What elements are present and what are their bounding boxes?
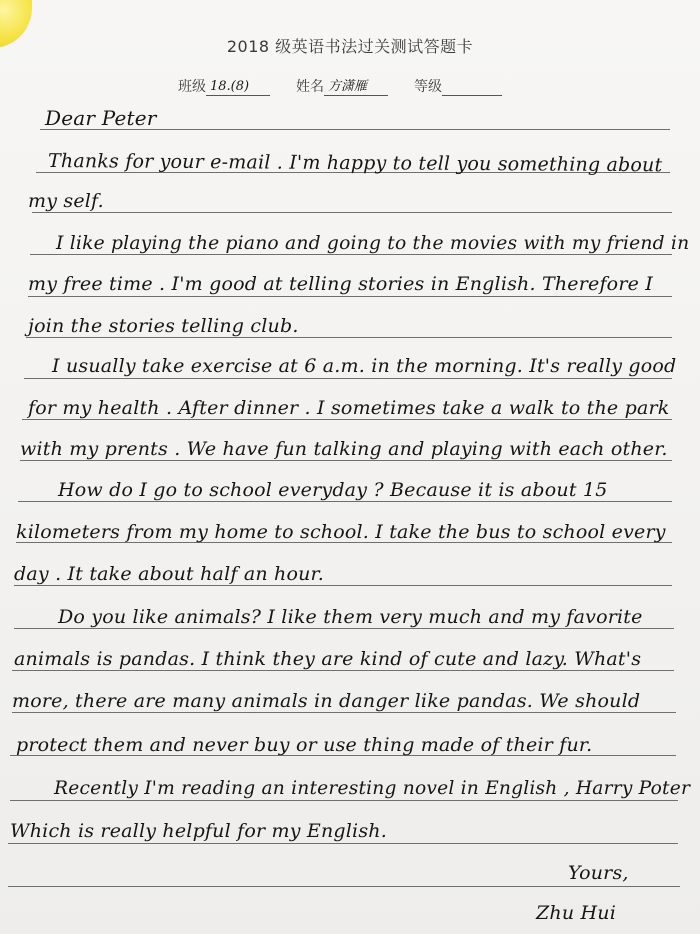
letter-line: I like playing the piano and going to the movies with my friend in [56,232,690,254]
name-label: 姓名 [296,79,324,95]
ruled-line [18,501,672,502]
letter-line: Do you like animals? I like them very much and my favorite [58,606,643,628]
ruled-line [8,886,680,887]
letter-line: my free time . I'm good at telling stories in English. Therefore I [28,273,653,295]
letter-line: join the stories telling club. [28,315,299,337]
letter-line: with my prents . We have fun talking and playing with each other. [20,438,668,460]
name-value: 方潇雁 [324,80,388,96]
letter-line: day . It take about half an hour. [14,563,324,585]
letter-line: my self. [28,190,104,212]
letter-line: I usually take exercise at 6 a.m. in the morning. It's really good [52,355,677,377]
ruled-line [12,670,674,671]
letter-line: Thanks for your e-mail . I'm happy to tell you something about [48,150,663,177]
ruled-line [12,712,676,713]
ruled-line [22,419,672,420]
letter-signature: Zhu Hui [536,902,616,924]
ruled-line [26,337,672,338]
ruled-line [30,254,672,255]
letter-line: Which is really helpful for my English. [10,820,387,842]
letter-line: protect them and never buy or use thing made of their fur. [16,734,593,756]
letter-line: How do I go to school everyday ? Because it is about 15 [58,479,608,501]
letter-line-salutation: Dear Peter [45,106,157,130]
letter-line: Recently I'm reading an interesting novel in English , Harry Poter [54,777,691,799]
sheet-title: 2018 级英语书法过关测试答题卡 [226,37,474,56]
ruled-line [28,296,672,297]
ruled-line [14,585,672,586]
ruled-line [8,843,678,844]
letter-line: more, there are many animals in danger like pandas. We should [12,690,641,712]
ruled-line [32,212,672,213]
class-label: 班级 [178,79,206,95]
letter-line: animals is pandas. I think they are kind of cute and lazy. What's [14,648,642,670]
ruled-line [10,800,678,801]
letter-line: for my health . After dinner . I sometimes take a walk to the park [28,397,670,419]
grade-label: 等级 [414,79,442,95]
ruled-line [24,378,672,379]
letter-closing: Yours, [568,862,629,884]
class-value: 18.(8) [206,80,270,96]
ruled-line [14,628,674,629]
letter-line: kilometers from my home to school. I take the bus to school every [16,521,666,543]
ruled-line [20,460,672,461]
